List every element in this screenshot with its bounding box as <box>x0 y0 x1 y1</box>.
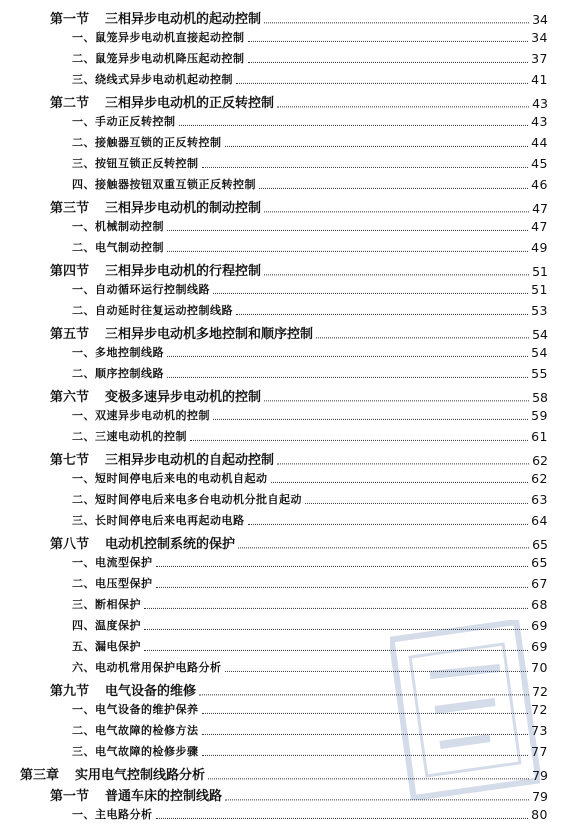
toc-title <box>72 71 233 87</box>
dot-leader <box>225 786 529 800</box>
toc-title <box>72 428 187 444</box>
dot-leader <box>277 450 529 464</box>
toc-title-text: 实用电气控制线路分析 <box>75 768 206 783</box>
toc-number: 第四节 <box>50 264 90 279</box>
toc-title <box>72 596 141 612</box>
toc-page-number: 37 <box>531 51 548 66</box>
toc-title <box>72 239 164 255</box>
dot-leader <box>179 114 529 126</box>
toc-title <box>72 743 199 759</box>
toc-title-text: 四、接触器按钮双重互锁正反转控制 <box>72 178 256 191</box>
toc-title <box>72 701 199 717</box>
dot-leader <box>316 324 529 338</box>
toc-number: 第六节 <box>50 390 90 405</box>
dot-leader <box>264 9 529 23</box>
toc-title-text: 一、双速异步电动机的控制 <box>72 409 210 422</box>
toc-title-text: 电气设备的维修 <box>105 684 197 699</box>
toc-title-text: 三、断相保护 <box>72 598 141 611</box>
toc-item <box>0 344 570 360</box>
toc-page-number: 58 <box>532 390 548 405</box>
toc-number: 第三节 <box>50 201 90 216</box>
dot-leader <box>225 135 529 147</box>
toc-item <box>0 302 570 318</box>
toc-number: 第九节 <box>50 684 90 699</box>
toc-page-number: 54 <box>531 345 548 360</box>
toc-item <box>0 134 570 150</box>
toc-page-number: 69 <box>531 618 548 633</box>
toc-title <box>72 29 245 45</box>
toc-section <box>0 785 570 804</box>
toc-page-number: 63 <box>531 492 548 507</box>
toc-title <box>72 50 245 66</box>
toc-title-text: 一、机械制动控制 <box>72 220 164 233</box>
toc-title <box>50 680 196 699</box>
toc-title <box>20 764 205 783</box>
toc-item <box>0 554 570 570</box>
toc-page-number: 62 <box>532 453 548 468</box>
dot-leader <box>167 366 528 378</box>
toc-title <box>50 386 261 405</box>
dot-leader <box>236 72 528 84</box>
toc-title <box>72 470 268 486</box>
toc-item <box>0 470 570 486</box>
toc-page-number: 67 <box>531 576 548 591</box>
toc-page-number: 44 <box>531 135 548 150</box>
toc-title <box>50 533 235 552</box>
toc-item <box>0 365 570 381</box>
toc-number: 第七节 <box>50 453 90 468</box>
toc-title-text: 普通车床的控制线路 <box>105 789 223 804</box>
toc-page-number: 68 <box>531 597 548 612</box>
toc-number: 第二节 <box>50 96 90 111</box>
toc-number: 第五节 <box>50 327 90 342</box>
toc-item <box>0 722 570 738</box>
toc-title <box>72 218 164 234</box>
dot-leader <box>277 93 529 107</box>
toc-section <box>0 386 570 405</box>
toc-title <box>50 8 261 27</box>
dot-leader <box>144 639 528 651</box>
toc-title-text: 四、温度保护 <box>72 619 141 632</box>
toc-title-text: 一、手动正反转控制 <box>72 115 176 128</box>
toc-title <box>72 281 210 297</box>
toc-title <box>72 407 210 423</box>
toc-title <box>72 638 141 654</box>
toc-page-number: 69 <box>531 639 548 654</box>
toc-item <box>0 239 570 255</box>
toc-title-text: 三相异步电动机的正反转控制 <box>105 96 275 111</box>
toc-page-number: 55 <box>531 366 548 381</box>
toc-item <box>0 638 570 654</box>
dot-leader <box>167 345 528 357</box>
toc-page-number: 80 <box>531 807 548 822</box>
toc-item <box>0 659 570 675</box>
toc-title-text: 二、顺序控制线路 <box>72 367 164 380</box>
dot-leader <box>305 492 528 504</box>
toc-title-text: 六、电动机常用保护电路分析 <box>72 661 222 674</box>
dot-leader <box>259 177 528 189</box>
toc-section <box>0 92 570 111</box>
toc-title-text: 三、绕线式异步电动机起动控制 <box>72 73 233 86</box>
toc-title-text: 二、三速电动机的控制 <box>72 430 187 443</box>
toc-page-number: 79 <box>532 768 548 783</box>
dot-leader <box>156 807 529 819</box>
dot-leader <box>156 576 529 588</box>
toc-page-number: 72 <box>531 702 548 717</box>
toc-title <box>72 302 233 318</box>
toc-item <box>0 113 570 129</box>
toc-number: 第一节 <box>50 12 90 27</box>
toc-title-text: 二、自动延时往复运动控制线路 <box>72 304 233 317</box>
dot-leader <box>213 282 528 294</box>
toc-number: 第一节 <box>50 789 90 804</box>
dot-leader <box>236 303 528 315</box>
toc-title <box>72 491 302 507</box>
dot-leader <box>264 387 529 401</box>
toc-page-number: 65 <box>532 537 548 552</box>
toc-title <box>72 344 164 360</box>
toc-item <box>0 596 570 612</box>
toc-page-number: 70 <box>531 660 548 675</box>
dot-leader <box>144 597 528 609</box>
dot-leader <box>225 660 529 672</box>
toc-section <box>0 323 570 342</box>
toc-title-text: 一、电流型保护 <box>72 556 153 569</box>
dot-leader <box>248 30 529 42</box>
toc-page-number: 51 <box>532 264 548 279</box>
toc-page-number: 49 <box>531 240 548 255</box>
toc-page-number: 43 <box>532 96 548 111</box>
toc-title <box>72 512 245 528</box>
toc-title-text: 二、接触器互锁的正反转控制 <box>72 136 222 149</box>
toc-title <box>50 197 261 216</box>
toc-title <box>50 92 274 111</box>
toc-section <box>0 680 570 699</box>
dot-leader <box>248 51 529 63</box>
toc-title-text: 三相异步电动机的制动控制 <box>105 201 262 216</box>
toc-page-number: 77 <box>531 744 548 759</box>
toc-number: 第三章 <box>20 768 60 783</box>
dot-leader <box>190 429 528 441</box>
toc-page-number: 46 <box>531 177 548 192</box>
toc-item <box>0 428 570 444</box>
toc-title-text: 三、按钮互锁正反转控制 <box>72 157 199 170</box>
toc-page-number: 62 <box>531 471 548 486</box>
toc-title-text: 三相异步电动机多地控制和顺序控制 <box>105 327 314 342</box>
toc-title <box>72 554 153 570</box>
toc-title <box>72 134 222 150</box>
toc-page-number: 64 <box>531 513 548 528</box>
toc-item <box>0 806 570 822</box>
toc-title-text: 三、长时间停电后来电再起动电路 <box>72 514 245 527</box>
toc-title-text: 一、电气设备的维护保养 <box>72 703 199 716</box>
toc-item <box>0 491 570 507</box>
toc-section <box>0 260 570 279</box>
toc-title-text: 一、自动循环运行控制线路 <box>72 283 210 296</box>
dot-leader <box>264 198 529 212</box>
toc-title <box>72 659 222 675</box>
toc-title <box>72 722 199 738</box>
toc-item <box>0 281 570 297</box>
toc-item <box>0 50 570 66</box>
dot-leader <box>213 408 528 420</box>
toc-item <box>0 575 570 591</box>
toc-page-number: 61 <box>531 429 548 444</box>
toc-title <box>72 365 164 381</box>
toc-section <box>0 533 570 552</box>
toc-section <box>0 449 570 468</box>
dot-leader <box>271 471 529 483</box>
toc-title <box>72 806 153 822</box>
toc-title-text: 三相异步电动机的自起动控制 <box>105 453 275 468</box>
dot-leader <box>156 555 529 567</box>
toc-page-number: 65 <box>531 555 548 570</box>
toc-page-number: 54 <box>532 327 548 342</box>
toc-title-text: 一、主电路分析 <box>72 808 153 821</box>
dot-leader <box>202 723 529 735</box>
toc-chapter <box>0 764 570 783</box>
toc-item <box>0 218 570 234</box>
dot-leader <box>202 744 529 756</box>
toc-title <box>72 176 256 192</box>
toc-item <box>0 743 570 759</box>
toc-title-text: 一、鼠笼异步电动机直接起动控制 <box>72 31 245 44</box>
toc-item <box>0 29 570 45</box>
toc-title-text: 变极多速异步电动机的控制 <box>105 390 262 405</box>
toc-page-number: 41 <box>531 72 548 87</box>
toc-page-number: 47 <box>531 219 548 234</box>
toc-title <box>72 155 199 171</box>
toc-title <box>72 113 176 129</box>
toc-title-text: 一、短时间停电后来电的电动机自起动 <box>72 472 268 485</box>
dot-leader <box>167 240 528 252</box>
dot-leader <box>238 534 529 548</box>
toc-title-text: 五、漏电保护 <box>72 640 141 653</box>
toc-item <box>0 701 570 717</box>
toc-title-text: 电动机控制系统的保护 <box>105 537 236 552</box>
toc-page-number: 43 <box>531 114 548 129</box>
toc-item <box>0 176 570 192</box>
toc-title-text: 三、电气故障的检修步骤 <box>72 745 199 758</box>
dot-leader <box>208 765 529 779</box>
toc-page-number: 72 <box>532 684 548 699</box>
dot-leader <box>167 219 528 231</box>
toc-item <box>0 155 570 171</box>
toc-page-number: 34 <box>531 30 548 45</box>
toc-title <box>72 617 141 633</box>
toc-title-text: 二、电气故障的检修方法 <box>72 724 199 737</box>
dot-leader <box>202 156 529 168</box>
dot-leader <box>144 618 528 630</box>
toc-page-number: 79 <box>532 789 548 804</box>
toc-title-text: 一、多地控制线路 <box>72 346 164 359</box>
toc-page-number: 47 <box>532 201 548 216</box>
dot-leader <box>199 681 529 695</box>
toc-page-number: 59 <box>531 408 548 423</box>
toc-section <box>0 197 570 216</box>
toc-item <box>0 617 570 633</box>
dot-leader <box>264 261 529 275</box>
toc-title <box>50 449 274 468</box>
toc-title-text: 二、电压型保护 <box>72 577 153 590</box>
toc-title-text: 三相异步电动机的行程控制 <box>105 264 262 279</box>
toc-page-number: 51 <box>531 282 548 297</box>
toc-title-text: 二、鼠笼异步电动机降压起动控制 <box>72 52 245 65</box>
toc-item <box>0 512 570 528</box>
toc-item <box>0 407 570 423</box>
toc-title <box>50 323 313 342</box>
toc-title <box>50 785 222 804</box>
dot-leader <box>202 702 529 714</box>
toc-section <box>0 8 570 27</box>
toc-number: 第八节 <box>50 537 90 552</box>
toc-item <box>0 71 570 87</box>
toc-title-text: 二、短时间停电后来电多台电动机分批自起动 <box>72 493 302 506</box>
toc-page-number: 34 <box>532 12 548 27</box>
toc-page-number: 45 <box>531 156 548 171</box>
toc-title-text: 三相异步电动机的起动控制 <box>105 12 262 27</box>
dot-leader <box>248 513 529 525</box>
toc-page-number: 73 <box>531 723 548 738</box>
toc-title-text: 二、电气制动控制 <box>72 241 164 254</box>
toc-title <box>72 575 153 591</box>
toc-title <box>50 260 261 279</box>
toc-page-number: 53 <box>531 303 548 318</box>
